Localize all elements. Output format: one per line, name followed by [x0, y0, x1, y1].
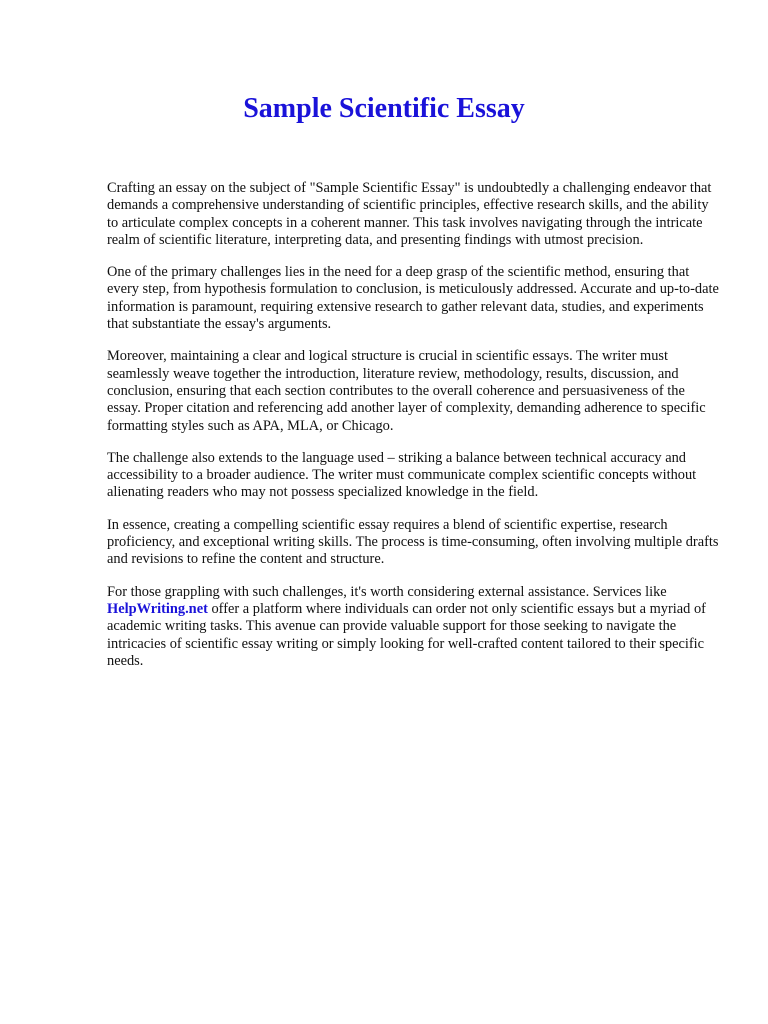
paragraph-6-lead: For those grappling with such challenges, it's worth considering external assistance. Services like	[107, 583, 667, 600]
paragraph-5: In essence, creating a compelling scientific essay requires a blend of scientific expertise, research proficiency, and exceptional writing skills. The process is time-consuming, often involving multiple drafts and revisions to refine the content and structure.	[107, 516, 719, 568]
paragraph-3: Moreover, maintaining a clear and logical structure is crucial in scientific essays. The writer must seamlessly weave together the introduction, literature review, methodology, results, discussion, and conclusion, ensuring that each section contributes to the overall coherence and persuasiveness of the essay. Proper citation and referencing add another layer of complexity, demanding adherence to specific formatting styles such as APA, MLA, or Chicago.	[107, 348, 706, 434]
paragraph-2: One of the primary challenges lies in the need for a deep grasp of the scientific method, ensuring that every step, from hypothesis formulation to conclusion, is meticulously addressed. Accurate and up-to-date information is paramount, requiring extensive research to gather relevant data, studies, and experiments that substantiate the essay's arguments.	[107, 264, 719, 333]
page-title: Sample Scientific Essay	[243, 93, 525, 124]
paragraph-1: Crafting an essay on the subject of "Sample Scientific Essay" is undoubtedly a challenging endeavor that demands a comprehensive understanding of scientific principles, effective research skills, and the ability to articulate complex concepts in a coherent manner. This task involves navigating through the intricate realm of scientific literature, interpreting data, and presenting findings with utmost precision.	[107, 180, 712, 248]
paragraph-6-tail: offer a platform where individuals can order not only scientific essays but a myriad of academic writing tasks. This avenue can provide valuable support for those seeking to navigate the intricacies of scientific essay writing or simply looking for well-crafted content tailored to their specific needs.	[107, 600, 706, 669]
paragraph-4: The challenge also extends to the language used – striking a balance between technical accuracy and accessibility to a broader audience. The writer must communicate complex scientific concepts without alienating readers who may not possess specialized knowledge in the field.	[107, 449, 697, 501]
paragraph-6	[107, 584, 719, 670]
essay-body	[107, 180, 719, 685]
helpwriting-link[interactable]: HelpWriting.net	[107, 600, 208, 617]
